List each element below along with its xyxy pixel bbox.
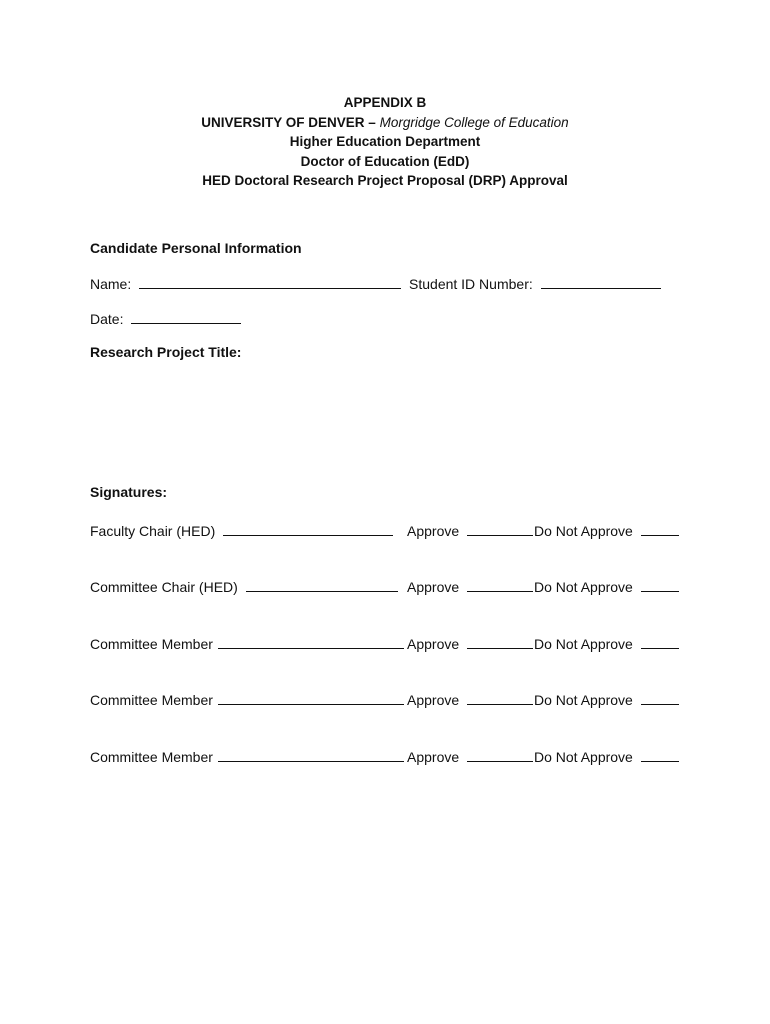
date-field[interactable] [131, 310, 241, 324]
not-approve-group [534, 691, 679, 708]
student-id-label: Student ID Number: [409, 276, 533, 292]
department-name: Higher Education Department [289, 134, 481, 149]
not-approve-label: Do Not Approve [534, 749, 633, 765]
not-approve-group [534, 522, 679, 539]
signature-line[interactable] [223, 522, 393, 536]
approve-field[interactable] [467, 578, 533, 592]
signature-line[interactable] [218, 691, 404, 705]
signature-role: Committee Member [90, 636, 213, 652]
approve-field[interactable] [467, 522, 533, 536]
name-field[interactable] [139, 275, 401, 289]
approve-group [407, 578, 533, 595]
approve-group [407, 691, 533, 708]
candidate-section-title: Candidate Personal Information [90, 240, 302, 256]
not-approve-field[interactable] [641, 748, 679, 762]
approve-group [407, 522, 533, 539]
project-title-label: Research Project Title: [90, 344, 242, 360]
signature-row-committee-chair [90, 578, 398, 595]
signature-role: Committee Member [90, 749, 213, 765]
date-row [90, 310, 241, 327]
not-approve-field[interactable] [641, 635, 679, 649]
signature-row-committee-member [90, 635, 404, 652]
document-header [0, 93, 770, 191]
approve-label: Approve [407, 523, 460, 539]
approve-field[interactable] [467, 748, 533, 762]
degree-name: Doctor of Education (EdD) [300, 153, 470, 169]
student-id-field[interactable] [541, 275, 661, 289]
not-approve-field[interactable] [641, 522, 679, 536]
approve-label: Approve [407, 636, 460, 652]
signature-line[interactable] [246, 578, 398, 592]
approve-group [407, 635, 533, 652]
appendix-title: APPENDIX B [343, 95, 427, 110]
not-approve-label: Do Not Approve [534, 636, 633, 652]
not-approve-field[interactable] [641, 578, 679, 592]
name-row [90, 275, 661, 292]
signature-line[interactable] [218, 748, 404, 762]
approve-group [407, 748, 533, 765]
signature-role: Faculty Chair (HED) [90, 523, 216, 539]
approve-field[interactable] [467, 691, 533, 705]
not-approve-group [534, 578, 679, 595]
form-title: HED Doctoral Research Project Proposal (DRP) Approval [202, 173, 568, 188]
signature-role: Committee Member [90, 692, 213, 708]
not-approve-label: Do Not Approve [534, 579, 633, 595]
not-approve-field[interactable] [641, 691, 679, 705]
signatures-section-title: Signatures: [90, 484, 168, 500]
not-approve-group [534, 635, 679, 652]
name-label: Name: [90, 276, 132, 292]
signature-role: Committee Chair (HED) [90, 579, 238, 595]
approve-field[interactable] [467, 635, 533, 649]
date-label: Date: [90, 311, 124, 327]
approve-label: Approve [407, 692, 460, 708]
university-name: UNIVERSITY OF DENVER – [201, 114, 380, 130]
approve-label: Approve [407, 749, 460, 765]
not-approve-group [534, 748, 679, 765]
not-approve-label: Do Not Approve [534, 523, 633, 539]
approve-label: Approve [407, 579, 460, 595]
signature-row-committee-member [90, 748, 404, 765]
college-name: Morgridge College of Education [379, 114, 569, 130]
signature-line[interactable] [218, 635, 404, 649]
signature-row-committee-member [90, 691, 404, 708]
university-line [0, 113, 770, 133]
not-approve-label: Do Not Approve [534, 692, 633, 708]
signature-row-faculty-chair [90, 522, 393, 539]
